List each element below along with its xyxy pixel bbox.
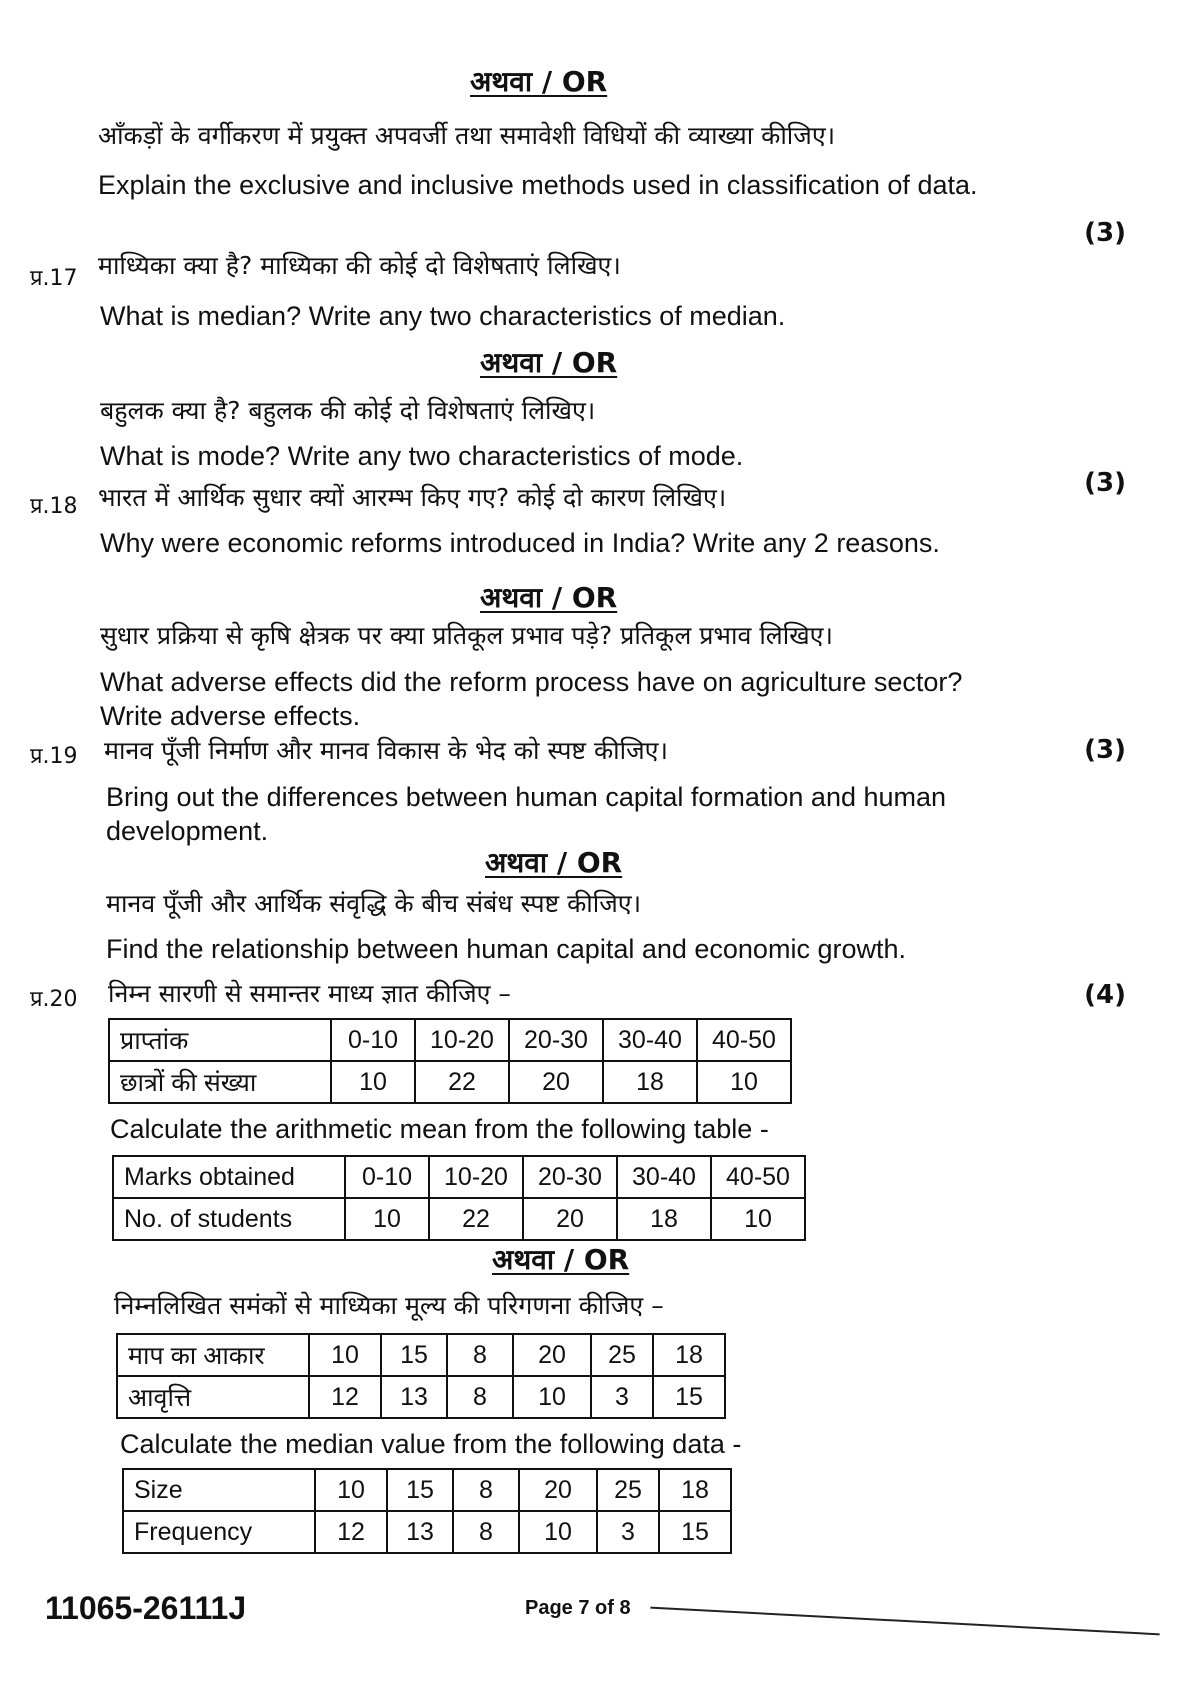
q20-or-table-hindi xyxy=(116,1333,726,1419)
table-cell: 15 xyxy=(381,1334,447,1376)
table-cell: आवृत्ति xyxy=(117,1376,309,1418)
table-cell: 8 xyxy=(447,1334,513,1376)
table-cell: 30-40 xyxy=(617,1156,711,1198)
table-cell: Frequency xyxy=(123,1511,315,1553)
or-heading: अथवा / OR xyxy=(480,346,618,379)
q19-or-english: Find the relationship between human capital and economic growth. xyxy=(106,934,906,964)
table-cell: 3 xyxy=(591,1376,653,1418)
table-cell: 10 xyxy=(331,1061,415,1103)
q17-or-english: What is mode? Write any two characteristics of mode. xyxy=(100,441,744,471)
table-cell: 15 xyxy=(653,1376,725,1418)
table-cell: 40-50 xyxy=(697,1019,791,1061)
table-cell: 25 xyxy=(591,1334,653,1376)
q16-or-hindi: आँकड़ों के वर्गीकरण में प्रयुक्त अपवर्जी तथा समावेशी विधियों की व्याख्या कीजिए। xyxy=(98,121,836,150)
table-cell: 13 xyxy=(387,1511,453,1553)
table-cell: 25 xyxy=(597,1469,659,1511)
q18-english: Why were economic reforms introduced in India? Write any 2 reasons. xyxy=(100,528,940,558)
table-cell: 0-10 xyxy=(345,1156,429,1198)
table-cell: 13 xyxy=(381,1376,447,1418)
q16-marks: (3) xyxy=(1084,218,1126,248)
q18-or-hindi: सुधार प्रक्रिया से कृषि क्षेत्रक पर क्या प्रतिकूल प्रभाव पड़े? प्रतिकूल प्रभाव लिखिए। xyxy=(100,621,833,650)
footer-rule xyxy=(650,1607,1159,1636)
table-cell: 12 xyxy=(309,1376,381,1418)
table-cell: 18 xyxy=(653,1334,725,1376)
q19-marks: (3) xyxy=(1084,735,1126,765)
table-cell: छात्रों की संख्या xyxy=(109,1061,331,1103)
or-heading: अथवा / OR xyxy=(492,1243,630,1276)
table-cell: 18 xyxy=(603,1061,697,1103)
table-row xyxy=(117,1334,725,1376)
q16-or-english: Explain the exclusive and inclusive methods used in classification of data. xyxy=(98,170,978,200)
q19-or-hindi: मानव पूँजी और आर्थिक संवृद्धि के बीच संबंध स्पष्ट कीजिए। xyxy=(106,889,642,918)
q19-hindi: मानव पूँजी निर्माण और मानव विकास के भेद को स्पष्ट कीजिए। xyxy=(104,736,668,765)
table-cell: 22 xyxy=(415,1061,509,1103)
q17-number: प्र.17 xyxy=(30,266,78,291)
q20-marks: (4) xyxy=(1084,980,1126,1010)
page-number: Page 7 of 8 xyxy=(525,1597,631,1619)
q20-table-english xyxy=(112,1155,806,1241)
q20-or-table-english xyxy=(122,1468,732,1554)
table-cell: 30-40 xyxy=(603,1019,697,1061)
table-cell: 0-10 xyxy=(331,1019,415,1061)
q20-english: Calculate the arithmetic mean from the following table - xyxy=(110,1114,769,1144)
table-cell: माप का आकार xyxy=(117,1334,309,1376)
table-row xyxy=(109,1019,791,1061)
q18-or-english: What adverse effects did the reform process have on agriculture sector? Write adverse effects. xyxy=(100,667,963,731)
q20-table-hindi xyxy=(108,1018,792,1104)
q17-hindi: माध्यिका क्या है? माध्यिका की कोई दो विशेषताएं लिखिए। xyxy=(98,251,621,280)
table-cell: 10 xyxy=(309,1334,381,1376)
table-cell: 10-20 xyxy=(429,1156,523,1198)
table-cell: No. of students xyxy=(113,1198,345,1240)
table-cell: 10 xyxy=(345,1198,429,1240)
q18-hindi: भारत में आर्थिक सुधार क्यों आरम्भ किए गए? कोई दो कारण लिखिए। xyxy=(98,483,727,512)
table-cell: 20 xyxy=(513,1334,591,1376)
table-cell: प्राप्तांक xyxy=(109,1019,331,1061)
q20-or-hindi: निम्नलिखित समंकों से माध्यिका मूल्य की परिगणना कीजिए – xyxy=(114,1291,664,1320)
table-cell: Size xyxy=(123,1469,315,1511)
q19-number: प्र.19 xyxy=(30,744,78,769)
table-cell: 20 xyxy=(509,1061,603,1103)
table-cell: 8 xyxy=(447,1376,513,1418)
table-cell: 8 xyxy=(453,1511,519,1553)
paper-code: 11065-26111J xyxy=(45,1590,247,1626)
table-cell: 3 xyxy=(597,1511,659,1553)
table-cell: 20 xyxy=(523,1198,617,1240)
table-cell: 15 xyxy=(387,1469,453,1511)
table-cell: 18 xyxy=(659,1469,731,1511)
table-row xyxy=(113,1198,805,1240)
table-cell: 20 xyxy=(519,1469,597,1511)
table-row xyxy=(109,1061,791,1103)
table-cell: 20-30 xyxy=(523,1156,617,1198)
table-cell: 22 xyxy=(429,1198,523,1240)
table-cell: 10 xyxy=(519,1511,597,1553)
table-cell: 10 xyxy=(513,1376,591,1418)
table-cell: 10 xyxy=(697,1061,791,1103)
q19-english: Bring out the differences between human capital formation and human development. xyxy=(106,782,947,846)
table-row xyxy=(117,1376,725,1418)
table-cell: 10 xyxy=(315,1469,387,1511)
table-cell: 18 xyxy=(617,1198,711,1240)
q20-number: प्र.20 xyxy=(30,987,78,1012)
q20-hindi: निम्न सारणी से समान्तर माध्य ज्ञात कीजिए – xyxy=(108,979,511,1008)
table-cell: 12 xyxy=(315,1511,387,1553)
table-cell: 10 xyxy=(711,1198,805,1240)
or-heading: अथवा / OR xyxy=(485,846,623,879)
table-cell: Marks obtained xyxy=(113,1156,345,1198)
q18-number: प्र.18 xyxy=(30,494,78,519)
table-cell: 15 xyxy=(659,1511,731,1553)
table-cell: 8 xyxy=(453,1469,519,1511)
table-row xyxy=(123,1511,731,1553)
table-cell: 20-30 xyxy=(509,1019,603,1061)
table-row xyxy=(123,1469,731,1511)
table-cell: 40-50 xyxy=(711,1156,805,1198)
q17-english: What is median? Write any two characteristics of median. xyxy=(100,301,786,331)
q17-or-hindi: बहुलक क्या है? बहुलक की कोई दो विशेषताएं लिखिए। xyxy=(100,396,596,425)
q20-or-english: Calculate the median value from the following data - xyxy=(120,1429,742,1459)
or-heading: अथवा / OR xyxy=(480,581,618,614)
table-row xyxy=(113,1156,805,1198)
q18-marks: (3) xyxy=(1084,468,1126,498)
table-cell: 10-20 xyxy=(415,1019,509,1061)
or-heading: अथवा / OR xyxy=(470,65,608,98)
